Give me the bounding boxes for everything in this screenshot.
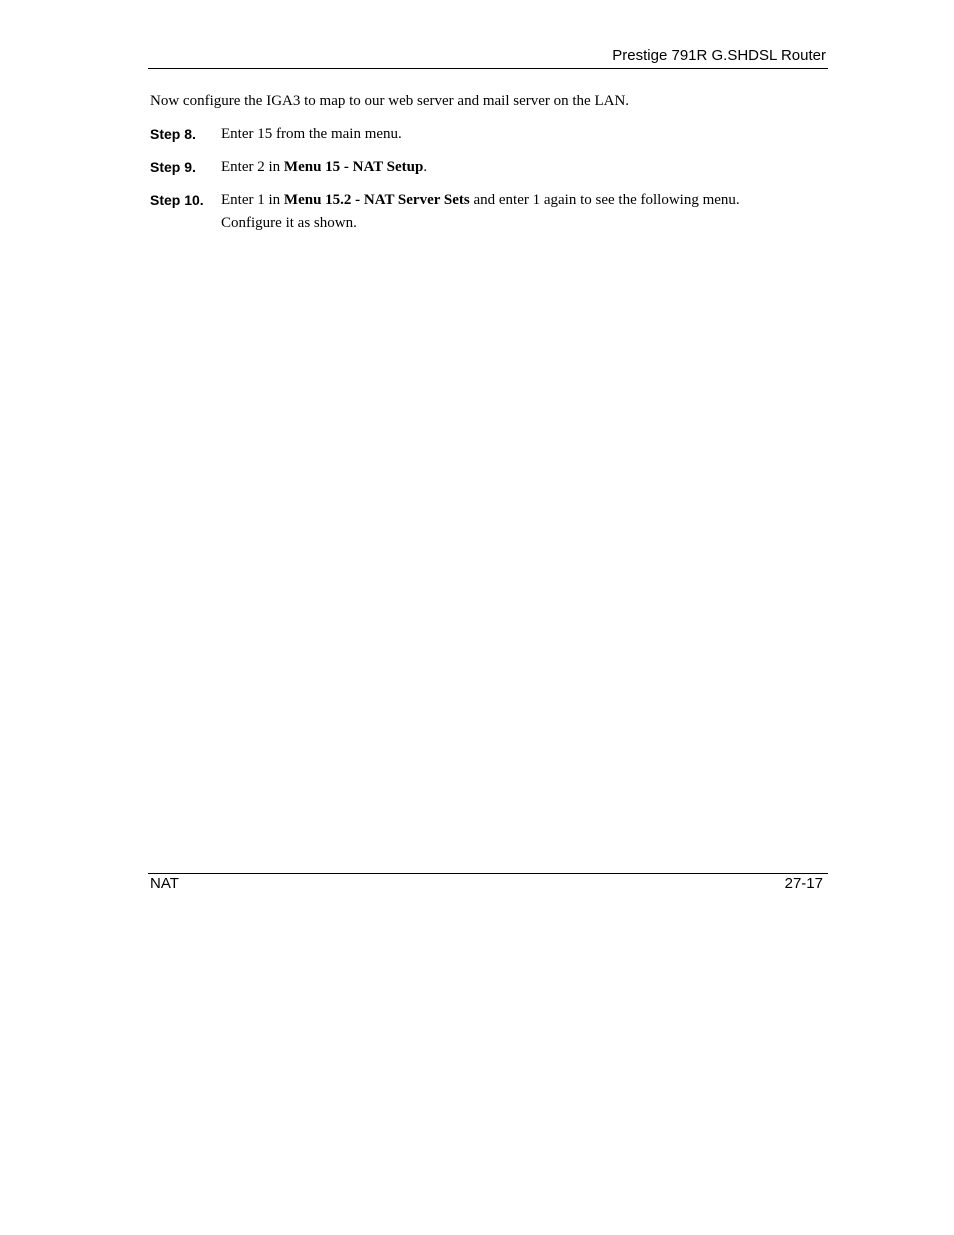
step-text-part: Enter 2 in	[221, 159, 284, 175]
footer-rule	[148, 873, 828, 874]
step-text-part: Enter 1 in	[221, 192, 284, 208]
running-header-title: Prestige 791R G.SHDSL Router	[612, 47, 826, 64]
step-text-part: .	[423, 159, 428, 175]
page-body	[150, 90, 790, 245]
footer-section-name: NAT	[150, 875, 179, 892]
step-item	[150, 123, 790, 146]
footer-page-number: 27-17	[784, 875, 823, 892]
step-text	[221, 156, 790, 179]
step-label: Step 8.	[150, 126, 196, 142]
step-text-part: Enter 15 from the main menu.	[221, 126, 402, 142]
step-item	[150, 189, 790, 235]
step-label: Step 9.	[150, 159, 196, 175]
step-label: Step 10.	[150, 192, 204, 208]
step-text	[221, 123, 790, 146]
menu-reference: Menu 15.2 - NAT Server Sets	[283, 192, 470, 208]
intro-paragraph: Now configure the IGA3 to map to our web server and mail server on the LAN.	[150, 93, 630, 109]
header-rule	[148, 68, 828, 69]
menu-reference: Menu 15 - NAT Setup	[283, 159, 424, 175]
step-text	[221, 189, 790, 235]
step-text-part: and enter 1 again to see the following menu. Configure it as shown.	[221, 192, 740, 231]
step-item	[150, 156, 790, 179]
